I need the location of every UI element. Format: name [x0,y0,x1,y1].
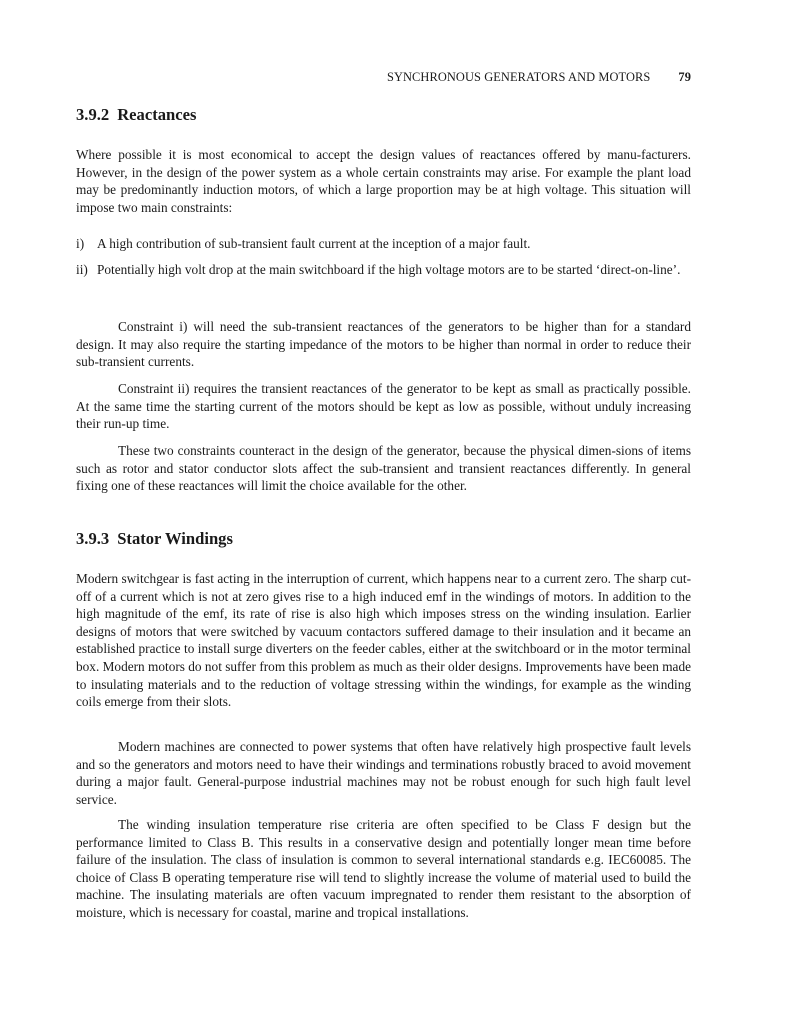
list-text: A high contribution of sub-transient fault current at the inception of a major fault. [97,236,531,251]
paragraph-reactances-intro: Where possible it is most economical to accept the design values of reactances offered by manu-facturers. However, in the design of the power system as a whole certain constraints may arise. For example the plant load may be predominantly induction motors, of which a large proportion may be at high voltage. This situation will impose two main constraints: [76,147,691,215]
paragraph-constraint-2: Constraint ii) requires the transient reactances of the generator to be kept as small as practically possible. At the same time the starting current of the motors should be kept as low as possible, without unduly increasing their run-up time. [76,381,691,432]
section-title: Reactances [117,105,197,124]
paragraph-counteract: These two constraints counteract in the design of the generator, because the physical dimen-sions of items such as rotor and stator conductor slots affect the sub-transient and transient reactances differently. In general fixing one of these reactances will limit the choice available for the other. [76,443,691,494]
list-item-constraint-1 [76,235,691,253]
page-number: 79 [678,70,691,84]
list-item-constraint-2 [76,261,691,279]
list-marker: ii) [76,262,88,277]
paragraph-stator-intro: Modern switchgear is fast acting in the interruption of current, which happens near to a current zero. The sharp cut-off of a current which is not at zero gives rise to a high induced emf in the windings of motors. In addition to the high magnitude of the emf, its rate of rise is also high which imposes stress on the winding insulation. Earlier designs of motors that were switched by vacuum contactors suffered damage to their insulation and it became an established practice to install surge diverters on the feeder cables, either at the switchboard or in the motor terminal box. Modern motors do not suffer from this problem as much as their older designs. Improvements have been made to insulating materials and to the reduction of voltage stressing within the windings, for example as the winding coils emerge from their slots. [76,571,691,710]
section-number: 3.9.2 [76,105,110,124]
paragraph-insulation-class: The winding insulation temperature rise criteria are often specified to be Class F design but the performance limited to Class B. This results in a conservative design and potentially longer mean time before failure of the insulation. The class of insulation is common to several international standards e.g. IEC60085. The choice of Class B operating temperature rise will tend to slightly increase the volume of material used to build the machine. The insulating materials are often vacuum impregnated to render them resistant to the absorption of moisture, which is necessary for coastal, marine and tropical installations. [76,817,691,920]
section-number: 3.9.3 [76,529,110,548]
section-heading-stator-windings [76,529,233,549]
paragraph-constraint-1: Constraint i) will need the sub-transient reactances of the generators to be higher than for a standard design. It may also require the starting impedance of the motors to be higher than normal in order to reduce their sub-transient currents. [76,319,691,370]
list-marker: i) [76,236,85,251]
section-title: Stator Windings [117,529,233,548]
list-text: Potentially high volt drop at the main switchboard if the high voltage motors are to be started ‘direct-on-line’. [97,262,681,277]
section-heading-reactances [76,105,196,125]
running-title: SYNCHRONOUS GENERATORS AND MOTORS [386,70,651,84]
running-header [387,70,691,85]
paragraph-fault-levels: Modern machines are connected to power systems that often have relatively high prospective fault levels and so the generators and motors need to have their windings and terminations robustly braced to avoid movement during a major fault. General-purpose industrial machines may not be robust enough for such high fault level service. [76,739,691,807]
